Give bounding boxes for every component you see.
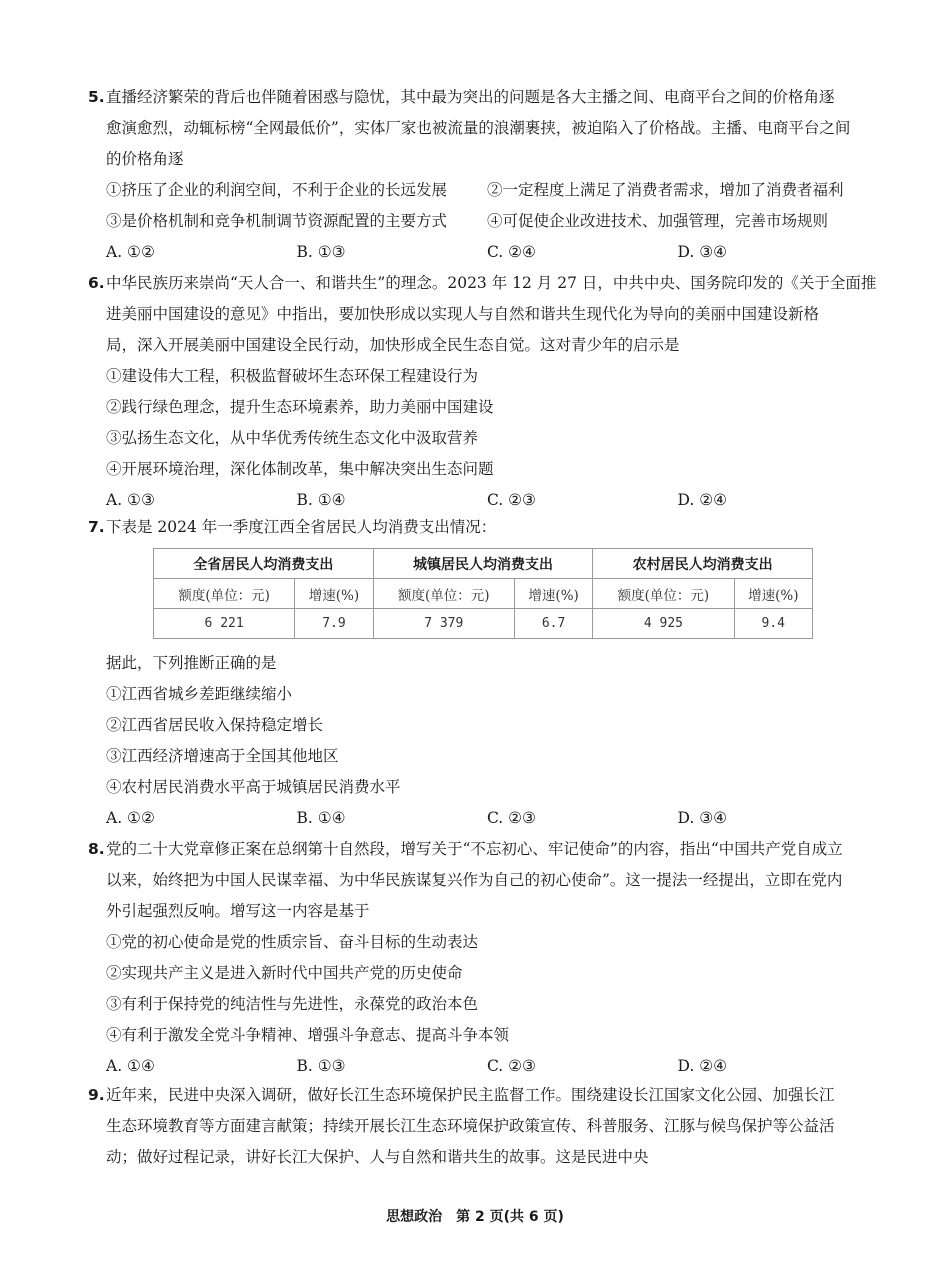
question-7 xyxy=(88,512,868,543)
statement-1: ①江西省城乡差距继续缩小 xyxy=(106,685,293,703)
answer-choices xyxy=(88,1051,868,1082)
statement-2: ②践行绿色理念，提升生态环境素养，助力美丽中国建设 xyxy=(106,398,494,416)
choice-d: D. ③④ xyxy=(677,809,728,827)
question-number: 8. xyxy=(88,840,105,858)
table-header-row xyxy=(154,549,813,579)
table-subheader: 增速(%) xyxy=(734,579,812,609)
choice-a: A. ①② xyxy=(106,243,155,261)
statement-4: ④有利于激发全党斗争精神、增强斗争意志、提高斗争本领 xyxy=(106,1026,510,1044)
choice-b: B. ①③ xyxy=(296,1057,346,1075)
question-stem: 近年来，民进中央深入调研，做好长江生态环境保护民主监督工作。围绕建设长江国家文化公园、加强长江 xyxy=(106,1086,835,1104)
consumption-table xyxy=(153,548,813,639)
choice-b: B. ①③ xyxy=(296,243,346,261)
question-7-continued xyxy=(88,648,868,834)
table-cell: 7 379 xyxy=(373,609,514,639)
choice-a: A. ①④ xyxy=(106,1057,155,1075)
question-stem: 外引起强烈反响。增写这一内容是基于 xyxy=(106,902,370,920)
statement-3: ③有利于保持党的纯洁性与先进性，永葆党的政治本色 xyxy=(106,995,479,1013)
choice-a: A. ①② xyxy=(106,809,155,827)
question-stem: 局，深入开展美丽中国建设全民行动，加快形成全民生态自觉。这对青少年的启示是 xyxy=(106,336,680,354)
table-row xyxy=(154,609,813,639)
table-subheader-row xyxy=(154,579,813,609)
choice-c: C. ②③ xyxy=(487,1057,536,1075)
question-number: 5. xyxy=(88,88,105,106)
table-header: 城镇居民人均消费支出 xyxy=(373,549,593,579)
choice-b: B. ①④ xyxy=(296,809,346,827)
table-subheader: 增速(%) xyxy=(514,579,592,609)
statement-1: ①党的初心使命是党的性质宗旨、奋斗目标的生动表达 xyxy=(106,933,479,951)
statement-1: ①挤压了企业的利润空间，不利于企业的长远发展 xyxy=(106,181,448,199)
statement-2: ②实现共产主义是进入新时代中国共产党的历史使命 xyxy=(106,964,463,982)
question-8 xyxy=(88,834,868,1082)
table-subheader: 额度(单位：元) xyxy=(593,579,734,609)
statement-3: ③弘扬生态文化，从中华优秀传统生态文化中汲取营养 xyxy=(106,429,479,447)
question-6 xyxy=(88,268,877,516)
table-cell: 6.7 xyxy=(514,609,592,639)
table-subheader: 额度(单位：元) xyxy=(154,579,295,609)
statement-4: ④开展环境治理，深化体制改革，集中解决突出生态问题 xyxy=(106,460,494,478)
table-cell: 4 925 xyxy=(593,609,734,639)
question-stem: 据此，下列推断正确的是 xyxy=(106,654,277,672)
answer-choices xyxy=(88,803,868,834)
question-number: 9. xyxy=(88,1086,105,1104)
question-stem: 下表是 2024 年一季度江西全省居民人均消费支出情况： xyxy=(106,518,497,536)
table-header: 农村居民人均消费支出 xyxy=(593,549,813,579)
question-9 xyxy=(88,1080,868,1173)
question-stem: 动；做好过程记录，讲好长江大保护、人与自然和谐共生的故事。这是民进中央 xyxy=(106,1148,649,1166)
question-number: 6. xyxy=(88,274,105,292)
choice-d: D. ②④ xyxy=(677,491,728,509)
statement-2: ②江西省居民收入保持稳定增长 xyxy=(106,716,324,734)
table-cell: 7.9 xyxy=(295,609,373,639)
table-header: 全省居民人均消费支出 xyxy=(154,549,374,579)
question-5 xyxy=(88,82,868,268)
choice-d: D. ②④ xyxy=(677,1057,728,1075)
question-stem: 直播经济繁荣的背后也伴随着困惑与隐忧，其中最为突出的问题是各大主播之间、电商平台之间的价格角逐 xyxy=(106,88,835,106)
statement-4: ④农村居民消费水平高于城镇居民消费水平 xyxy=(106,778,401,796)
question-stem: 愈演愈烈，动辄标榜“全网最低价”，实体厂家也被流量的浪潮裹挟，被迫陷入了价格战。主播、电商平台之间 xyxy=(106,119,851,137)
question-stem: 生态环境教育等方面建言献策；持续开展长江生态环境保护政策宣传、科普服务、江豚与候鸟保护等公益活 xyxy=(106,1117,835,1135)
question-stem: 的价格角逐 xyxy=(106,150,184,168)
question-stem: 党的二十大党章修正案在总纲第十自然段，增写关于“不忘初心、牢记使命”的内容，指出“中国共产党自成立 xyxy=(106,840,843,858)
question-stem: 进美丽中国建设的意见》中指出，要加快形成以实现人与自然和谐共生现代化为导向的美丽中国建设新格 xyxy=(106,305,820,323)
table-cell: 9.4 xyxy=(734,609,812,639)
choice-b: B. ①④ xyxy=(296,491,346,509)
statement-1: ①建设伟大工程，积极监督破坏生态环保工程建设行为 xyxy=(106,367,479,385)
question-number: 7. xyxy=(88,518,105,536)
page-footer: 思想政治 第 2 页(共 6 页) xyxy=(386,1209,564,1225)
question-stem: 中华民族历来崇尚“天人合一、和谐共生”的理念。2023 年 12 月 27 日，中共中央、国务院印发的《关于全面推 xyxy=(106,274,877,292)
table-cell: 6 221 xyxy=(154,609,295,639)
choice-c: C. ②③ xyxy=(487,491,536,509)
table-subheader: 额度(单位：元) xyxy=(373,579,514,609)
choice-c: C. ②③ xyxy=(487,809,536,827)
statement-3: ③江西经济增速高于全国其他地区 xyxy=(106,747,339,765)
table-subheader: 增速(%) xyxy=(295,579,373,609)
choice-a: A. ①③ xyxy=(106,491,155,509)
statement-3: ③是价格机制和竞争机制调节资源配置的主要方式 xyxy=(106,212,448,230)
question-stem: 以来，始终把为中国人民谋幸福、为中华民族谋复兴作为自己的初心使命”。这一提法一经提出，立即在党内 xyxy=(106,871,843,889)
choice-d: D. ③④ xyxy=(677,243,728,261)
statement-4: ④可促使企业改进技术、加强管理，完善市场规则 xyxy=(487,212,829,230)
choice-c: C. ②④ xyxy=(487,243,536,261)
answer-choices xyxy=(88,237,868,268)
statement-2: ②一定程度上满足了消费者需求，增加了消费者福利 xyxy=(487,181,844,199)
